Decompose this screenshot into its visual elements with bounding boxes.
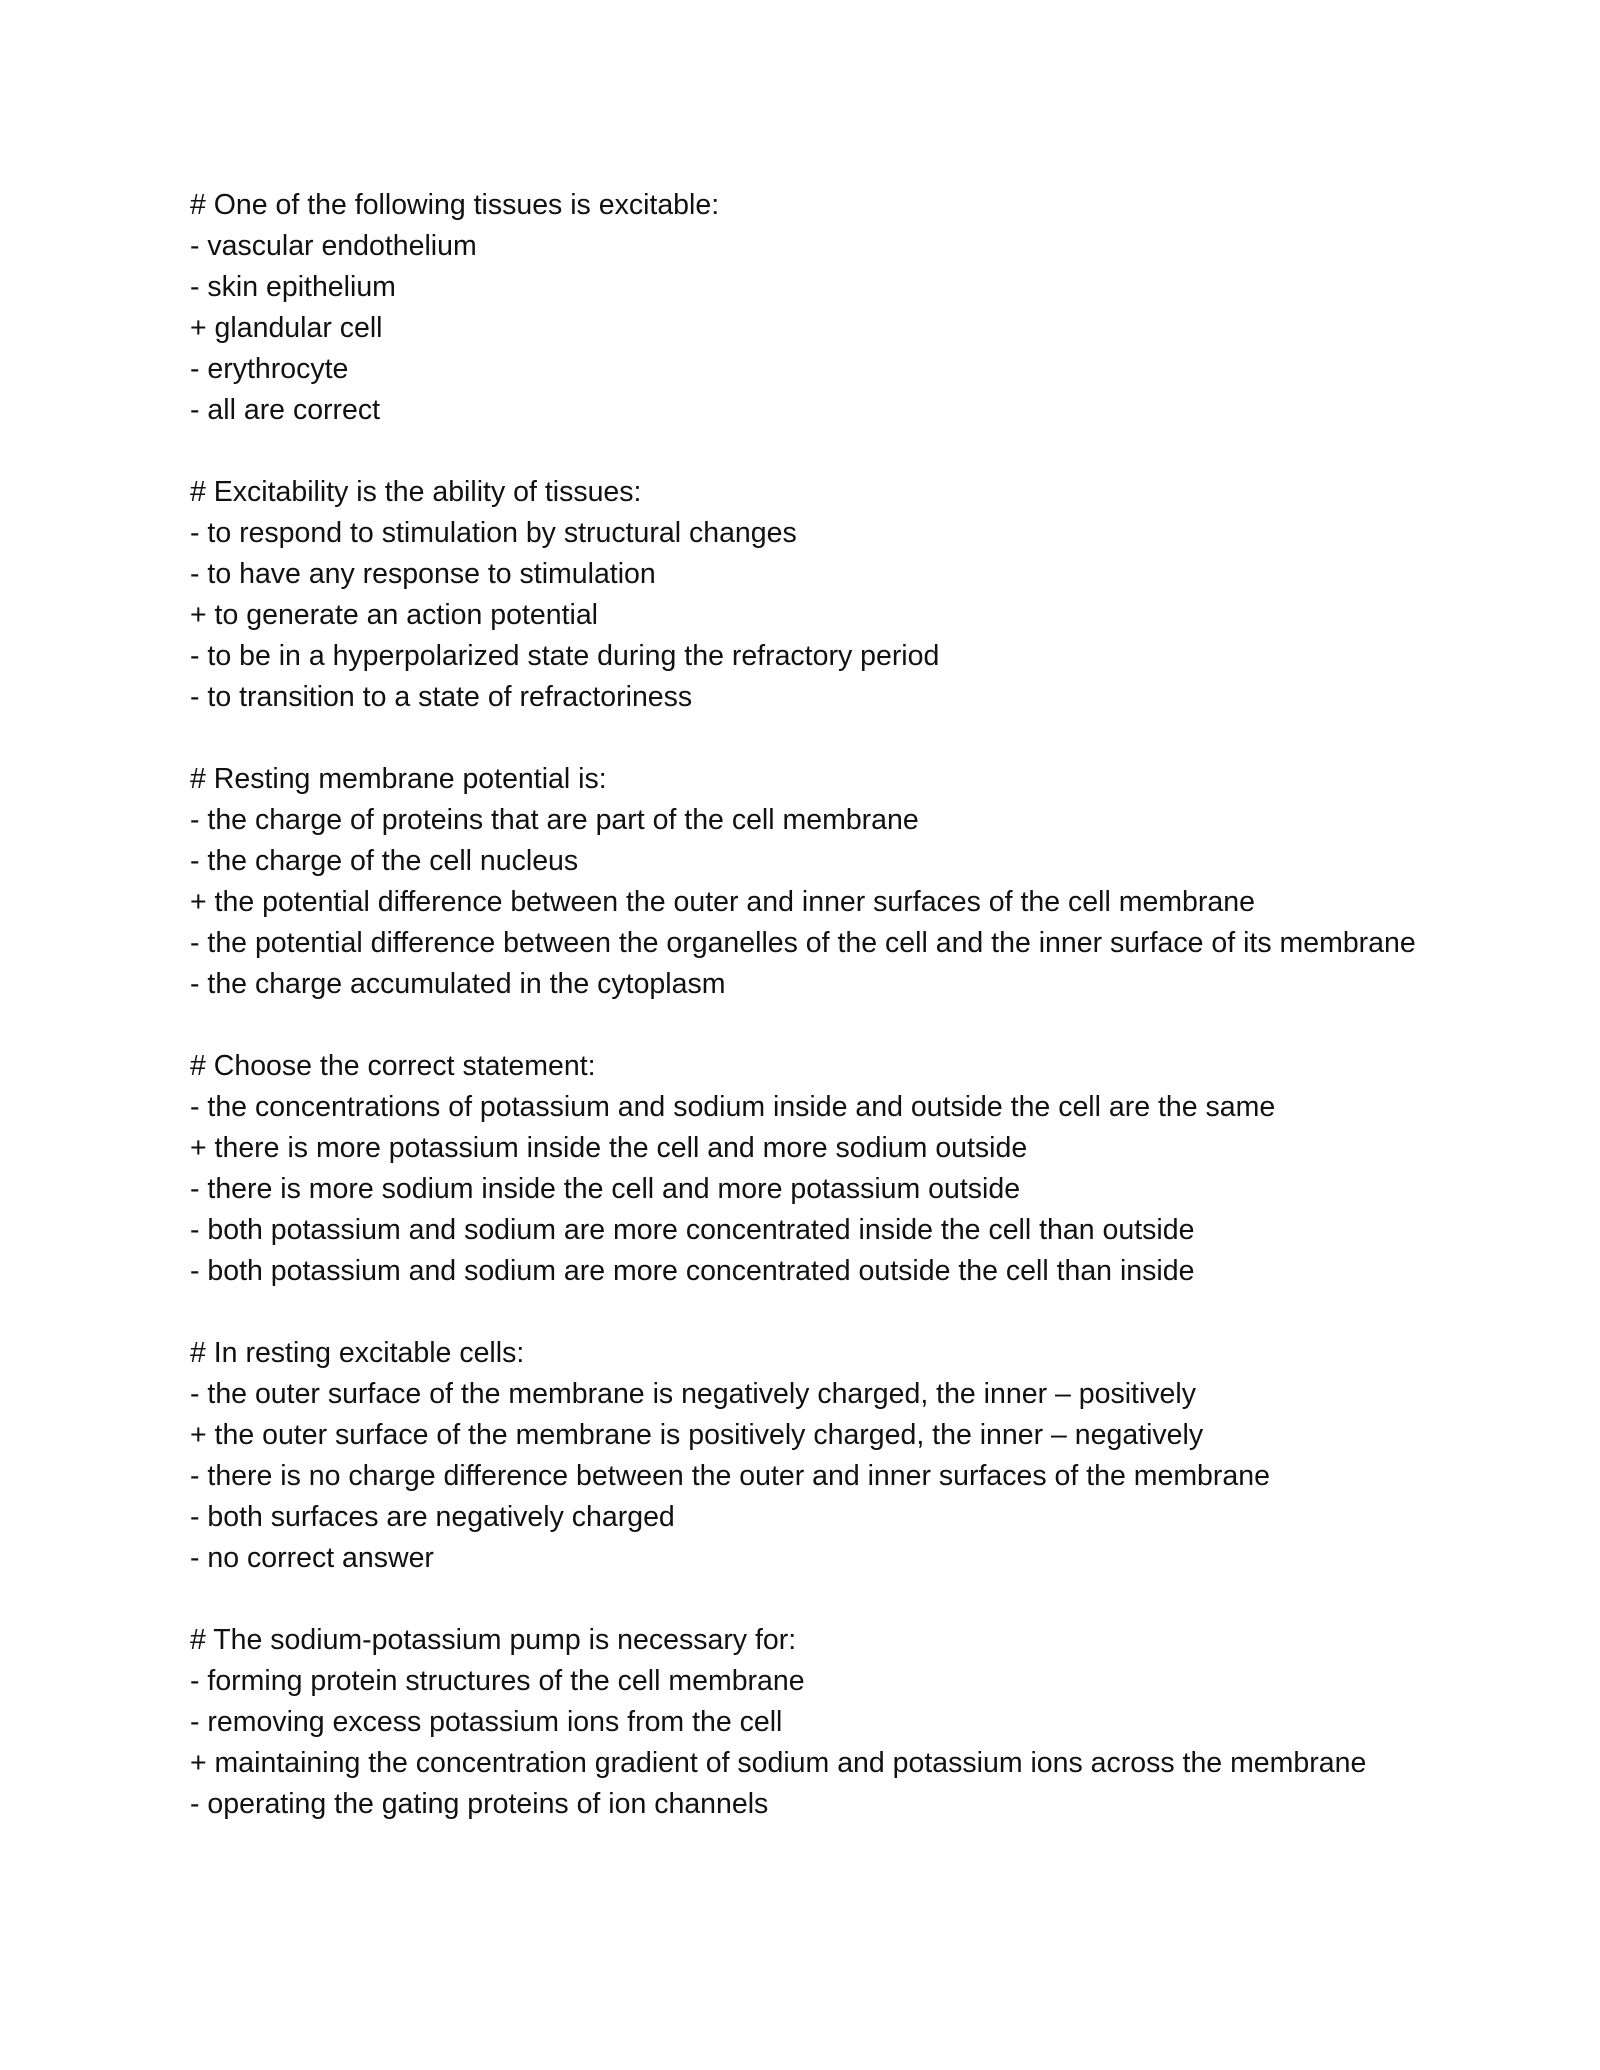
question-1	[190, 185, 1490, 431]
answer-option: - all are correct	[190, 394, 381, 426]
answer-option: - to be in a hyperpolarized state during the refractory period	[190, 640, 940, 672]
question-4	[190, 1046, 1490, 1292]
answer-option: - the charge of the cell nucleus	[190, 845, 579, 877]
answer-option: - to have any response to stimulation	[190, 558, 656, 590]
answer-option: - vascular endothelium	[190, 230, 477, 262]
answer-option: - the concentrations of potassium and sodium inside and outside the cell are the same	[190, 1091, 1276, 1123]
question-stem: # One of the following tissues is excitable:	[190, 189, 720, 221]
answer-option: - to transition to a state of refractoriness	[190, 681, 693, 713]
answer-option: - both potassium and sodium are more concentrated outside the cell than inside	[190, 1255, 1195, 1287]
answer-option: - skin epithelium	[190, 271, 396, 303]
answer-option: + the outer surface of the membrane is positively charged, the inner – negatively	[190, 1419, 1204, 1451]
question-stem: # Excitability is the ability of tissues:	[190, 476, 642, 508]
answer-option: + to generate an action potential	[190, 599, 599, 631]
question-stem: # The sodium-potassium pump is necessary for:	[190, 1624, 797, 1656]
question-5	[190, 1333, 1490, 1579]
answer-option: + there is more potassium inside the cell and more sodium outside	[190, 1132, 1028, 1164]
answer-option: - operating the gating proteins of ion channels	[190, 1788, 769, 1820]
answer-option: - the charge accumulated in the cytoplasm	[190, 968, 726, 1000]
answer-option: - removing excess potassium ions from the cell	[190, 1706, 783, 1738]
answer-option: - the outer surface of the membrane is negatively charged, the inner – positively	[190, 1378, 1196, 1410]
answer-option: - forming protein structures of the cell membrane	[190, 1665, 805, 1697]
question-3	[190, 759, 1490, 1005]
question-2	[190, 472, 1490, 718]
answer-option: - there is more sodium inside the cell and more potassium outside	[190, 1173, 1021, 1205]
answer-option: - to respond to stimulation by structural changes	[190, 517, 797, 549]
answer-option: + glandular cell	[190, 312, 383, 344]
question-stem: # Choose the correct statement:	[190, 1050, 596, 1082]
answer-option: - the charge of proteins that are part of the cell membrane	[190, 804, 919, 836]
answer-option: - no correct answer	[190, 1542, 434, 1574]
answer-option: - erythrocyte	[190, 353, 349, 385]
answer-option: + the potential difference between the outer and inner surfaces of the cell membrane	[190, 886, 1255, 918]
question-stem: # In resting excitable cells:	[190, 1337, 525, 1369]
answer-option: - the potential difference between the organelles of the cell and the inner surface of its membrane	[190, 927, 1416, 959]
question-stem: # Resting membrane potential is:	[190, 763, 607, 795]
answer-option: - there is no charge difference between the outer and inner surfaces of the membrane	[190, 1460, 1270, 1492]
question-6	[190, 1620, 1490, 1825]
answer-option: - both surfaces are negatively charged	[190, 1501, 675, 1533]
answer-option: + maintaining the concentration gradient of sodium and potassium ions across the membrane	[190, 1747, 1367, 1779]
document-page	[190, 185, 1490, 1866]
answer-option: - both potassium and sodium are more concentrated inside the cell than outside	[190, 1214, 1195, 1246]
